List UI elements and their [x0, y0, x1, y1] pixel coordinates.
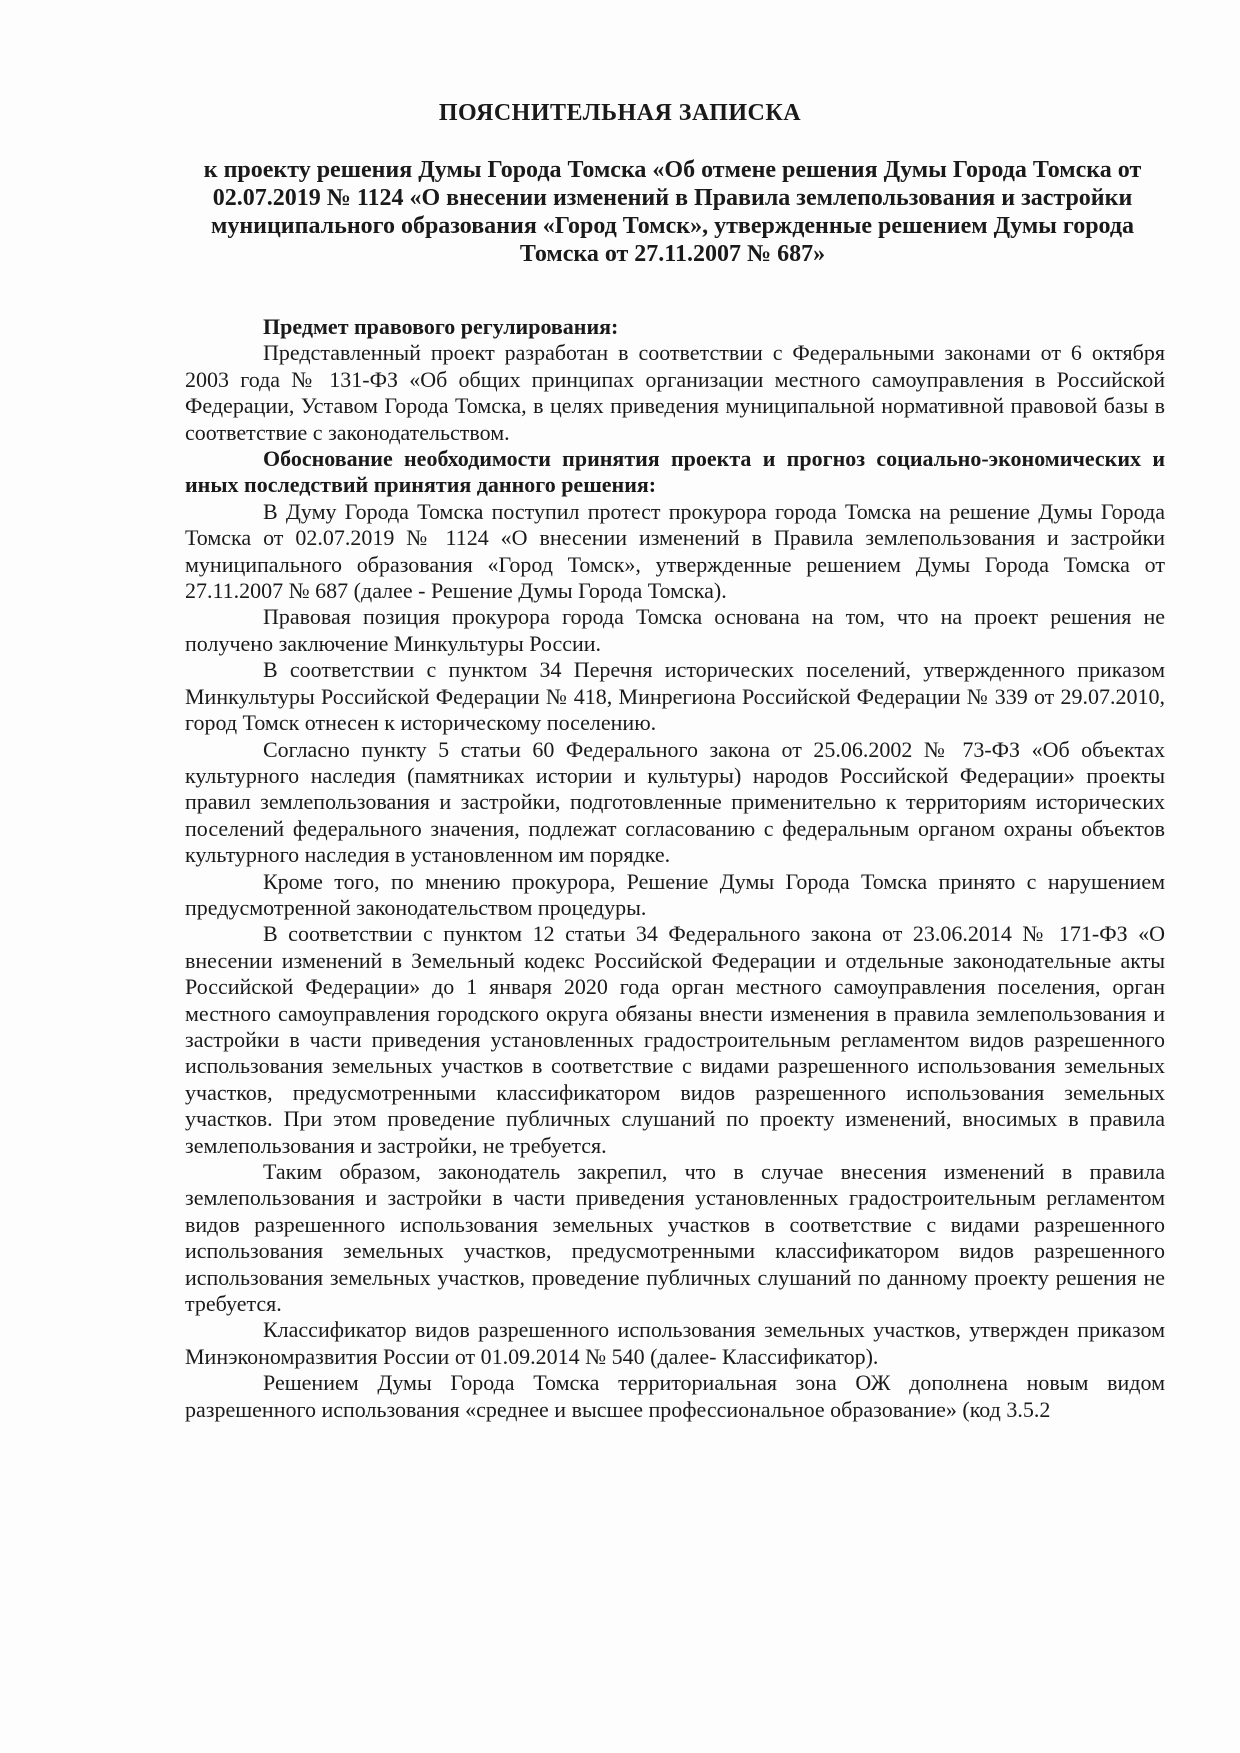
document-title: ПОЯСНИТЕЛЬНАЯ ЗАПИСКА [438, 100, 802, 126]
paragraph: В соответствии с пунктом 34 Перечня исторических поселений, утвержденного приказом Минкультуры Российской Федерации № 418, Минрегиона Российской Федерации № 339 от 29.07.2010, город Томск отнесен к историческому поселению. [185, 657, 1165, 736]
paragraph: Классификатор видов разрешенного использования земельных участков, утвержден приказом Минэкономразвития России от 01.09.2014 № 540 (далее- Классификатор). [185, 1317, 1165, 1369]
paragraph-subject: Представленный проект разработан в соответствии с Федеральными законами от 6 октября 2003 года № 131-ФЗ «Об общих принципах организации местного самоуправления в Российской Федерации, Уставом Города Томска, в целях приведения муниципальной нормативной правовой базы в соответствие с законодательством. [185, 340, 1165, 445]
paragraph: В Думу Города Томска поступил протест прокурора города Томска на решение Думы Города Томска от 02.07.2019 № 1124 «О внесении изменений в Правила землепользования и застройки муниципального образования «Город Томск», утвержденные решением Думы Города Томска от 27.11.2007 № 687 (далее - Решение Думы Города Томска). [185, 498, 1165, 604]
paragraph: Решением Думы Города Томска территориальная зона ОЖ дополнена новым видом разрешенного использования «среднее и высшее профессиональное образование» (код 3.5.2 [185, 1370, 1165, 1422]
document-subtitle: к проекту решения Думы Города Томска «Об отмене решения Думы Города Томска от 02.07.2019 № 1124 «О внесении изменений в Правила землепользования и застройки муниципального образования «Город Томск», утвержденные решением Думы города Томска от 27.11.2007 № 687» [203, 157, 1142, 267]
section-heading-subject: Предмет правового регулирования: [263, 314, 619, 339]
section-heading-justification: Обоснование необходимости принятия проекта и прогноз социально-экономических и иных последствий принятия данного решения: [185, 446, 1165, 498]
paragraph: Таким образом, законодатель закрепил, что в случае внесения изменений в правила землепользования и застройки в части приведения установленных градостроительным регламентом видов разрешенного использования земельных участков в соответствие с видами разрешенного использования земельных участков, предусмотренными классификатором видов разрешенного использования земельных участков, проведение публичных слушаний по данному проекту решения не требуется. [185, 1159, 1165, 1317]
paragraph: В соответствии с пунктом 12 статьи 34 Федерального закона от 23.06.2014 № 171-ФЗ «О внесении изменений в Земельный кодекс Российской Федерации и отдельные законодательные акты Российской Федерации» до 1 января 2020 года орган местного самоуправления поселения, орган местного самоуправления городского округа обязаны внести изменения в правила землепользования и застройки в части приведения установленных градостроительным регламентом видов разрешенного использования земельных участков в соответствие с видами разрешенного использования земельных участков, предусмотренными классификатором видов разрешенного использования земельных участков. При этом проведение публичных слушаний по проекту изменений, вносимых в правила землепользования и застройки, не требуется. [185, 921, 1165, 1158]
paragraph: Согласно пункту 5 статьи 60 Федерального закона от 25.06.2002 № 73-ФЗ «Об объектах культурного наследия (памятниках истории и культуры) народов Российской Федерации» проекты правил землепользования и застройки, подготовленные применительно к территориям исторических поселений федерального значения, подлежат согласованию с федеральным органом охраны объектов культурного наследия в установленном им порядке. [185, 736, 1165, 868]
paragraph: Правовая позиция прокурора города Томска основана на том, что на проект решения не получено заключение Минкультуры России. [185, 604, 1165, 656]
document-body [185, 314, 1165, 1423]
paragraph: Кроме того, по мнению прокурора, Решение Думы Города Томска принято с нарушением предусмотренной законодательством процедуры. [185, 868, 1165, 920]
